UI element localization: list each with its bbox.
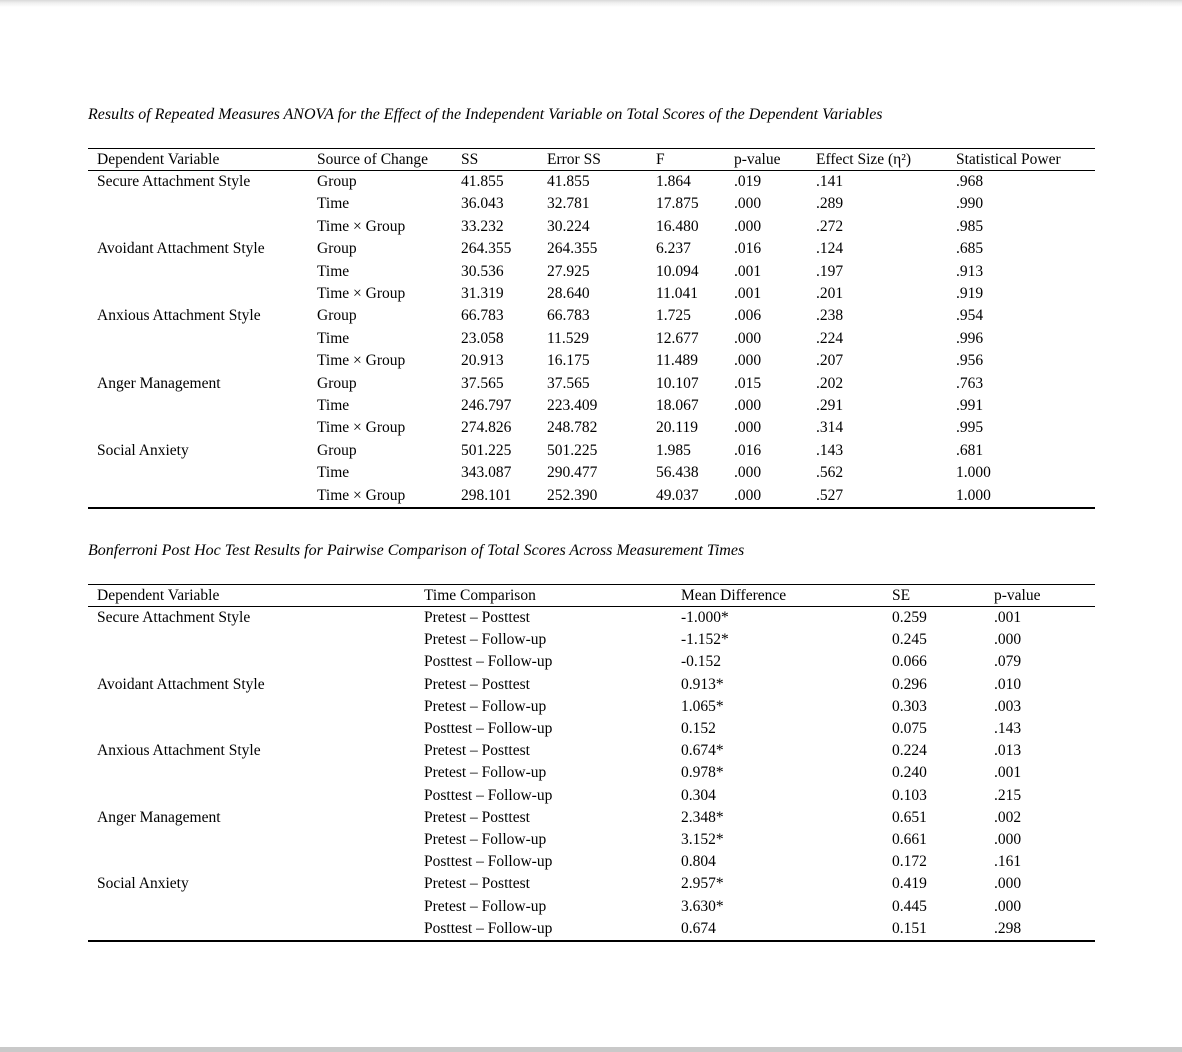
- table-cell: 17.875: [656, 195, 699, 213]
- column-header: p-value: [994, 587, 1041, 604]
- table-cell: .919: [956, 285, 984, 303]
- table-cell: .215: [994, 786, 1022, 804]
- table-cell: .000: [734, 464, 762, 482]
- table-cell: 31.319: [461, 285, 504, 303]
- table-cell: .006: [734, 307, 762, 325]
- table-cell: 66.783: [461, 307, 504, 325]
- table-cell: .010: [994, 675, 1022, 693]
- table-cell: [88, 350, 317, 372]
- table-cell: .015: [734, 374, 762, 392]
- table-cell: 274.826: [461, 419, 512, 437]
- table-row: [88, 440, 1095, 462]
- table-row: [88, 762, 1095, 784]
- table-cell: 10.094: [656, 262, 699, 280]
- table-row: [88, 696, 1095, 718]
- table-cell: [88, 918, 424, 941]
- table-row: [88, 485, 1095, 508]
- table-row: [88, 283, 1095, 305]
- table-cell: 2.957*: [681, 875, 724, 893]
- table-cell: 0.224: [892, 742, 927, 760]
- table-cell: .001: [994, 764, 1022, 782]
- table-cell: 41.855: [547, 173, 590, 190]
- posthoc-table-body: [88, 607, 1095, 942]
- table-cell: .141: [816, 173, 844, 190]
- table-cell: 1.000: [956, 486, 991, 504]
- table-cell: 0.296: [892, 675, 927, 693]
- table-cell: 37.565: [461, 374, 504, 392]
- table-cell: .143: [816, 441, 844, 459]
- table-cell: 20.913: [461, 352, 504, 370]
- table-cell: 3.630*: [681, 897, 724, 915]
- table-cell: .314: [816, 419, 844, 437]
- table-cell: Pretest – Posttest: [424, 609, 530, 626]
- table-cell: [88, 193, 317, 215]
- table-cell: .681: [956, 441, 984, 459]
- table-cell: 0.259: [892, 609, 927, 626]
- table-cell: 0.661: [892, 831, 927, 849]
- table-cell: [88, 629, 424, 651]
- table-cell: [88, 696, 424, 718]
- table-cell: .527: [816, 486, 844, 504]
- table-cell: Posttest – Follow-up: [424, 720, 553, 738]
- table-cell: 0.245: [892, 631, 927, 649]
- posthoc-table-title: Bonferroni Post Hoc Test Results for Pairwise Comparison of Total Scores Across Measurement Times: [88, 542, 745, 559]
- table-cell: 16.480: [656, 217, 699, 235]
- table-cell: Time × Group: [317, 419, 406, 437]
- table-cell: .003: [994, 697, 1022, 715]
- table-cell: 252.390: [547, 486, 598, 504]
- table-cell: Time: [317, 464, 350, 482]
- table-row: [88, 785, 1095, 807]
- table-cell: .996: [956, 329, 984, 347]
- table-cell: Group: [317, 173, 357, 190]
- table-cell: .000: [994, 875, 1022, 893]
- table-cell: 37.565: [547, 374, 590, 392]
- table-cell: .013: [994, 742, 1022, 760]
- table-cell: [88, 462, 317, 484]
- table-cell: [88, 283, 317, 305]
- table-cell: .019: [734, 173, 762, 190]
- table-cell: .956: [956, 352, 984, 370]
- table-cell: 0.151: [892, 919, 927, 937]
- table-cell: .968: [956, 173, 984, 190]
- table-cell: 56.438: [656, 464, 699, 482]
- table-cell: Posttest – Follow-up: [424, 853, 553, 871]
- table-cell: Time × Group: [317, 285, 406, 303]
- table-cell: Group: [317, 441, 357, 459]
- table-row: [88, 651, 1095, 673]
- table-cell: .000: [994, 897, 1022, 915]
- column-header: Dependent Variable: [97, 151, 220, 168]
- table-cell: [88, 485, 317, 508]
- table-cell: .238: [816, 307, 844, 325]
- table-cell: 11.489: [656, 352, 699, 370]
- table-cell: Anxious Attachment Style: [97, 742, 261, 760]
- table-row: [88, 873, 1095, 895]
- table-row: [88, 462, 1095, 484]
- table-row: [88, 373, 1095, 395]
- table-cell: 0.075: [892, 720, 927, 738]
- table-row: [88, 829, 1095, 851]
- table-cell: Pretest – Follow-up: [424, 697, 547, 715]
- table-cell: .995: [956, 419, 984, 437]
- table-cell: .000: [734, 419, 762, 437]
- table-cell: Pretest – Follow-up: [424, 631, 547, 649]
- table-cell: Pretest – Follow-up: [424, 897, 547, 915]
- table-cell: 223.409: [547, 397, 598, 415]
- table-cell: 32.781: [547, 195, 590, 213]
- table-cell: [88, 896, 424, 918]
- table-cell: 298.101: [461, 486, 512, 504]
- table-cell: .197: [816, 262, 844, 280]
- table-cell: 248.782: [547, 419, 598, 437]
- table-cell: 0.304: [681, 786, 716, 804]
- table-cell: 2.348*: [681, 808, 724, 826]
- table-cell: 18.067: [656, 397, 699, 415]
- table-cell: Social Anxiety: [97, 875, 189, 893]
- table-cell: Time × Group: [317, 352, 406, 370]
- table-cell: .000: [734, 486, 762, 504]
- table-cell: -0.152: [681, 653, 722, 671]
- table-cell: Group: [317, 374, 357, 392]
- table-cell: Time × Group: [317, 217, 406, 235]
- table-cell: 0.419: [892, 875, 927, 893]
- table-row: [88, 918, 1095, 941]
- table-cell: 290.477: [547, 464, 598, 482]
- table-cell: .990: [956, 195, 984, 213]
- table-cell: 0.152: [681, 720, 716, 738]
- table-cell: 41.855: [461, 173, 504, 190]
- table-cell: .161: [994, 853, 1022, 871]
- table-cell: 30.224: [547, 217, 590, 235]
- table-cell: -1.000*: [681, 609, 729, 626]
- table-cell: .272: [816, 217, 844, 235]
- table-cell: Anger Management: [97, 808, 221, 826]
- table-cell: .289: [816, 195, 844, 213]
- table-cell: 0.804: [681, 853, 716, 871]
- table-cell: Posttest – Follow-up: [424, 653, 553, 671]
- table-cell: 36.043: [461, 195, 504, 213]
- table-row: [88, 395, 1095, 417]
- table-cell: [88, 829, 424, 851]
- table-cell: .291: [816, 397, 844, 415]
- table-cell: .685: [956, 240, 984, 258]
- table-cell: .991: [956, 397, 984, 415]
- table-cell: [88, 785, 424, 807]
- column-header: Time Comparison: [424, 587, 536, 604]
- table-cell: [88, 651, 424, 673]
- table-cell: Pretest – Follow-up: [424, 764, 547, 782]
- table-cell: [88, 395, 317, 417]
- table-row: [88, 607, 1095, 630]
- table-cell: .000: [994, 631, 1022, 649]
- column-header: Statistical Power: [956, 151, 1061, 168]
- table-cell: 0.978*: [681, 764, 724, 782]
- table-cell: Secure Attachment Style: [97, 173, 251, 190]
- table-cell: .000: [994, 831, 1022, 849]
- table-cell: Group: [317, 307, 357, 325]
- table-cell: .562: [816, 464, 844, 482]
- column-header: SE: [892, 587, 911, 604]
- table-cell: Anxious Attachment Style: [97, 307, 261, 325]
- table-cell: 0.674: [681, 919, 716, 937]
- table-cell: Secure Attachment Style: [97, 609, 251, 626]
- table-cell: Pretest – Posttest: [424, 875, 530, 893]
- table-row: [88, 305, 1095, 327]
- table-cell: [88, 718, 424, 740]
- table-cell: .000: [734, 329, 762, 347]
- table-cell: 16.175: [547, 352, 590, 370]
- page-bottom-edge: [0, 1047, 1182, 1052]
- table-cell: Pretest – Posttest: [424, 675, 530, 693]
- table-row: [88, 216, 1095, 238]
- table-row: [88, 261, 1095, 283]
- table-cell: [88, 261, 317, 283]
- table-cell: 0.103: [892, 786, 927, 804]
- table-cell: .001: [994, 609, 1022, 626]
- table-row: [88, 629, 1095, 651]
- table-cell: Time: [317, 397, 350, 415]
- table-cell: 246.797: [461, 397, 512, 415]
- column-header: Source of Change: [317, 151, 429, 168]
- table-cell: 0.240: [892, 764, 927, 782]
- anova-table-title: Results of Repeated Measures ANOVA for the Effect of the Independent Variable on Total Scores of the Dependent Variables: [88, 106, 883, 123]
- table-cell: [88, 417, 317, 439]
- table-cell: Social Anxiety: [97, 441, 189, 459]
- table-cell: 12.677: [656, 329, 699, 347]
- table-cell: 0.172: [892, 853, 927, 871]
- table-cell: 66.783: [547, 307, 590, 325]
- table-cell: .079: [994, 653, 1022, 671]
- table-cell: .001: [734, 262, 762, 280]
- column-header: Effect Size (η²): [816, 151, 912, 168]
- table-row: [88, 417, 1095, 439]
- table-cell: .954: [956, 307, 984, 325]
- table-cell: Time × Group: [317, 486, 406, 504]
- table-cell: Pretest – Follow-up: [424, 831, 547, 849]
- table-cell: 1.864: [656, 173, 691, 190]
- table-row: [88, 350, 1095, 372]
- table-cell: Pretest – Posttest: [424, 742, 530, 760]
- column-header: Dependent Variable: [97, 587, 220, 604]
- table-cell: .985: [956, 217, 984, 235]
- table-cell: 23.058: [461, 329, 504, 347]
- table-cell: .207: [816, 352, 844, 370]
- column-header: F: [656, 151, 665, 168]
- table-cell: 3.152*: [681, 831, 724, 849]
- posthoc-header-row: [88, 585, 1095, 607]
- table-cell: 28.640: [547, 285, 590, 303]
- table-cell: Time: [317, 329, 350, 347]
- table-cell: 11.529: [547, 329, 590, 347]
- table-cell: .016: [734, 441, 762, 459]
- table-cell: .763: [956, 374, 984, 392]
- table-cell: 20.119: [656, 419, 699, 437]
- table-cell: [88, 328, 317, 350]
- table-row: [88, 740, 1095, 762]
- table-row: [88, 718, 1095, 740]
- table-cell: 264.355: [461, 240, 512, 258]
- table-cell: 33.232: [461, 217, 504, 235]
- table-cell: Avoidant Attachment Style: [97, 240, 265, 258]
- table-cell: 0.445: [892, 897, 927, 915]
- table-cell: .201: [816, 285, 844, 303]
- table-row: [88, 896, 1095, 918]
- table-cell: Time: [317, 262, 350, 280]
- table-cell: 1.725: [656, 307, 691, 325]
- table-cell: 6.237: [656, 240, 691, 258]
- table-cell: .000: [734, 217, 762, 235]
- column-header: Error SS: [547, 151, 601, 168]
- table-cell: [88, 216, 317, 238]
- table-cell: 11.041: [656, 285, 699, 303]
- column-header: Mean Difference: [681, 587, 787, 604]
- table-cell: Group: [317, 240, 357, 258]
- table-cell: Posttest – Follow-up: [424, 919, 553, 937]
- page-top-edge: [0, 0, 1182, 7]
- table-cell: 27.925: [547, 262, 590, 280]
- table-cell: .000: [734, 195, 762, 213]
- table-row: [88, 171, 1095, 194]
- table-cell: 0.674*: [681, 742, 724, 760]
- table-cell: .000: [734, 352, 762, 370]
- table-cell: 10.107: [656, 374, 699, 392]
- table-cell: .002: [994, 808, 1022, 826]
- table-cell: Anger Management: [97, 374, 221, 392]
- table-row: [88, 807, 1095, 829]
- table-row: [88, 238, 1095, 260]
- table-cell: .000: [734, 397, 762, 415]
- table-row: [88, 328, 1095, 350]
- table-cell: .001: [734, 285, 762, 303]
- anova-table-body: [88, 171, 1095, 509]
- table-cell: Posttest – Follow-up: [424, 786, 553, 804]
- table-cell: Avoidant Attachment Style: [97, 675, 265, 693]
- table-cell: .202: [816, 374, 844, 392]
- table-cell: 1.985: [656, 441, 691, 459]
- table-cell: .913: [956, 262, 984, 280]
- table-cell: -1.152*: [681, 631, 729, 649]
- table-cell: 49.037: [656, 486, 699, 504]
- table-cell: 343.087: [461, 464, 512, 482]
- table-cell: 0.066: [892, 653, 927, 671]
- table-cell: 1.000: [956, 464, 991, 482]
- table-cell: .143: [994, 720, 1022, 738]
- table-cell: 264.355: [547, 240, 598, 258]
- table-cell: 501.225: [547, 441, 598, 459]
- table-cell: Time: [317, 195, 350, 213]
- table-cell: 0.913*: [681, 675, 724, 693]
- column-header: SS: [461, 151, 479, 168]
- table-row: [88, 193, 1095, 215]
- table-cell: [88, 762, 424, 784]
- table-cell: 0.303: [892, 697, 927, 715]
- table-cell: [88, 851, 424, 873]
- posthoc-results-table: [88, 584, 1095, 942]
- table-cell: 0.651: [892, 808, 927, 826]
- table-cell: 501.225: [461, 441, 512, 459]
- table-row: [88, 851, 1095, 873]
- anova-results-table: [88, 148, 1095, 509]
- table-cell: 30.536: [461, 262, 504, 280]
- table-cell: .124: [816, 240, 844, 258]
- anova-header-row: [88, 149, 1095, 171]
- table-row: [88, 674, 1095, 696]
- table-cell: .224: [816, 329, 844, 347]
- table-cell: 1.065*: [681, 697, 724, 715]
- column-header: p-value: [734, 151, 781, 168]
- table-cell: Pretest – Posttest: [424, 808, 530, 826]
- table-cell: .298: [994, 919, 1022, 937]
- table-cell: .016: [734, 240, 762, 258]
